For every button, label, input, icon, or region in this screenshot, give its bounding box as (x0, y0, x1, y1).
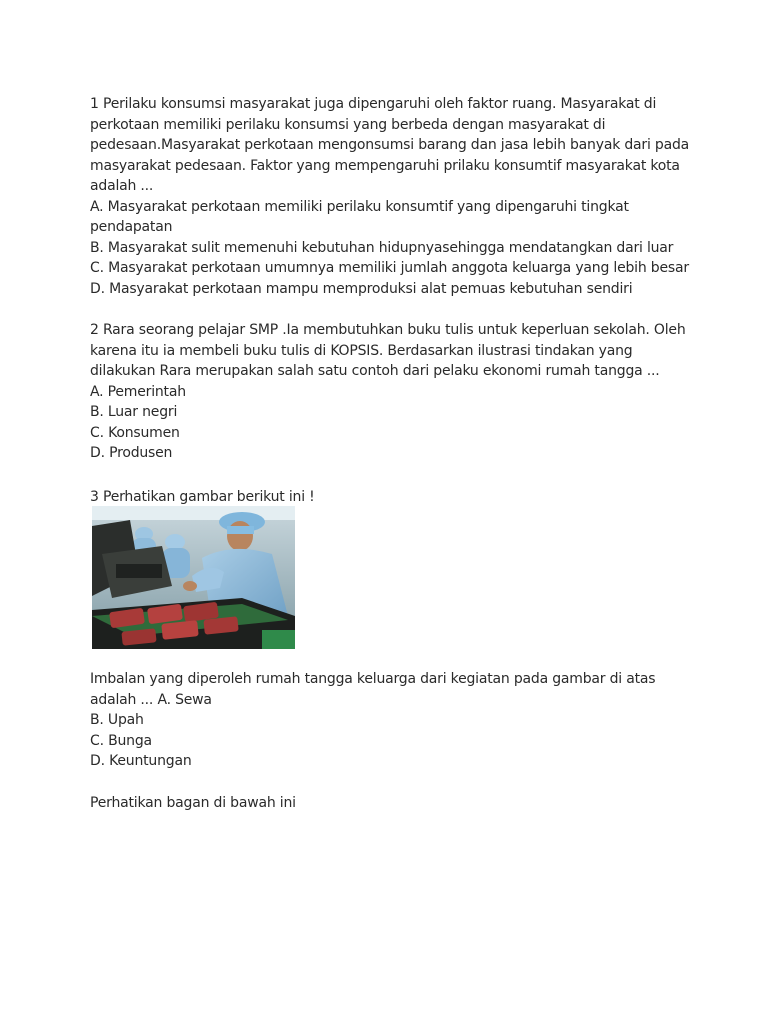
question-1 (90, 94, 690, 299)
question-2-option-d: D. Produsen (90, 445, 173, 461)
question-2-line: dilakukan Rara merupakan salah satu contoh dari pelaku ekonomi rumah tangga ... (90, 363, 660, 379)
question-3-line: adalah ... A. Sewa (90, 691, 212, 708)
closing-instruction (90, 793, 680, 814)
question-3 (90, 669, 680, 772)
question-1-line: adalah ... (90, 178, 154, 194)
question-1-line: 1 Perilaku konsumsi masyarakat juga dipengaruhi oleh faktor ruang. Masyarakat di (90, 96, 657, 112)
question-1-option-b: B. Masyarakat sulit memenuhi kebutuhan hidupnyasehingga mendatangkan dari luar (90, 239, 674, 256)
question-1-line: pedesaan.Masyarakat perkotaan mengonsumsi barang dan jasa lebih banyak dari pada (90, 137, 690, 153)
question-3-heading (90, 487, 680, 508)
question-2 (90, 320, 686, 464)
question-1-option-c: C. Masyarakat perkotaan umumnya memiliki jumlah anggota keluarga yang lebih besar (90, 260, 689, 276)
factory-worker-photo (92, 506, 295, 649)
question-3-title: 3 Perhatikan gambar berikut ini ! (90, 489, 315, 505)
closing-line: Perhatikan bagan di bawah ini (90, 795, 296, 811)
question-3-line: Imbalan yang diperoleh rumah tangga keluarga dari kegiatan pada gambar di atas (90, 671, 656, 687)
question-2-option-a: A. Pemerintah (90, 383, 186, 400)
question-3-option-c: C. Bunga (90, 732, 152, 749)
question-1-option-a-cont: pendapatan (90, 219, 173, 235)
question-3-option-d: D. Keuntungan (90, 753, 192, 769)
question-3-option-b: B. Upah (90, 712, 144, 728)
question-2-option-b: B. Luar negri (90, 404, 178, 420)
question-1-line: masyarakat pedesaan. Faktor yang mempengaruhi prilaku konsumtif masyarakat kota (90, 157, 680, 174)
question-2-option-c: C. Konsumen (90, 424, 180, 441)
question-1-line: perkotaan memiliki perilaku konsumsi yang berbeda dengan masyarakat di (90, 116, 606, 133)
question-1-option-a: A. Masyarakat perkotaan memiliki perilaku konsumtif yang dipengaruhi tingkat (90, 198, 629, 215)
question-2-line: karena itu ia membeli buku tulis di KOPSIS. Berdasarkan ilustrasi tindakan yang (90, 342, 633, 359)
question-2-line: 2 Rara seorang pelajar SMP .Ia membutuhkan buku tulis untuk keperluan sekolah. Oleh (90, 322, 686, 338)
question-1-option-d: D. Masyarakat perkotaan mampu memproduksi alat pemuas kebutuhan sendiri (90, 280, 633, 297)
